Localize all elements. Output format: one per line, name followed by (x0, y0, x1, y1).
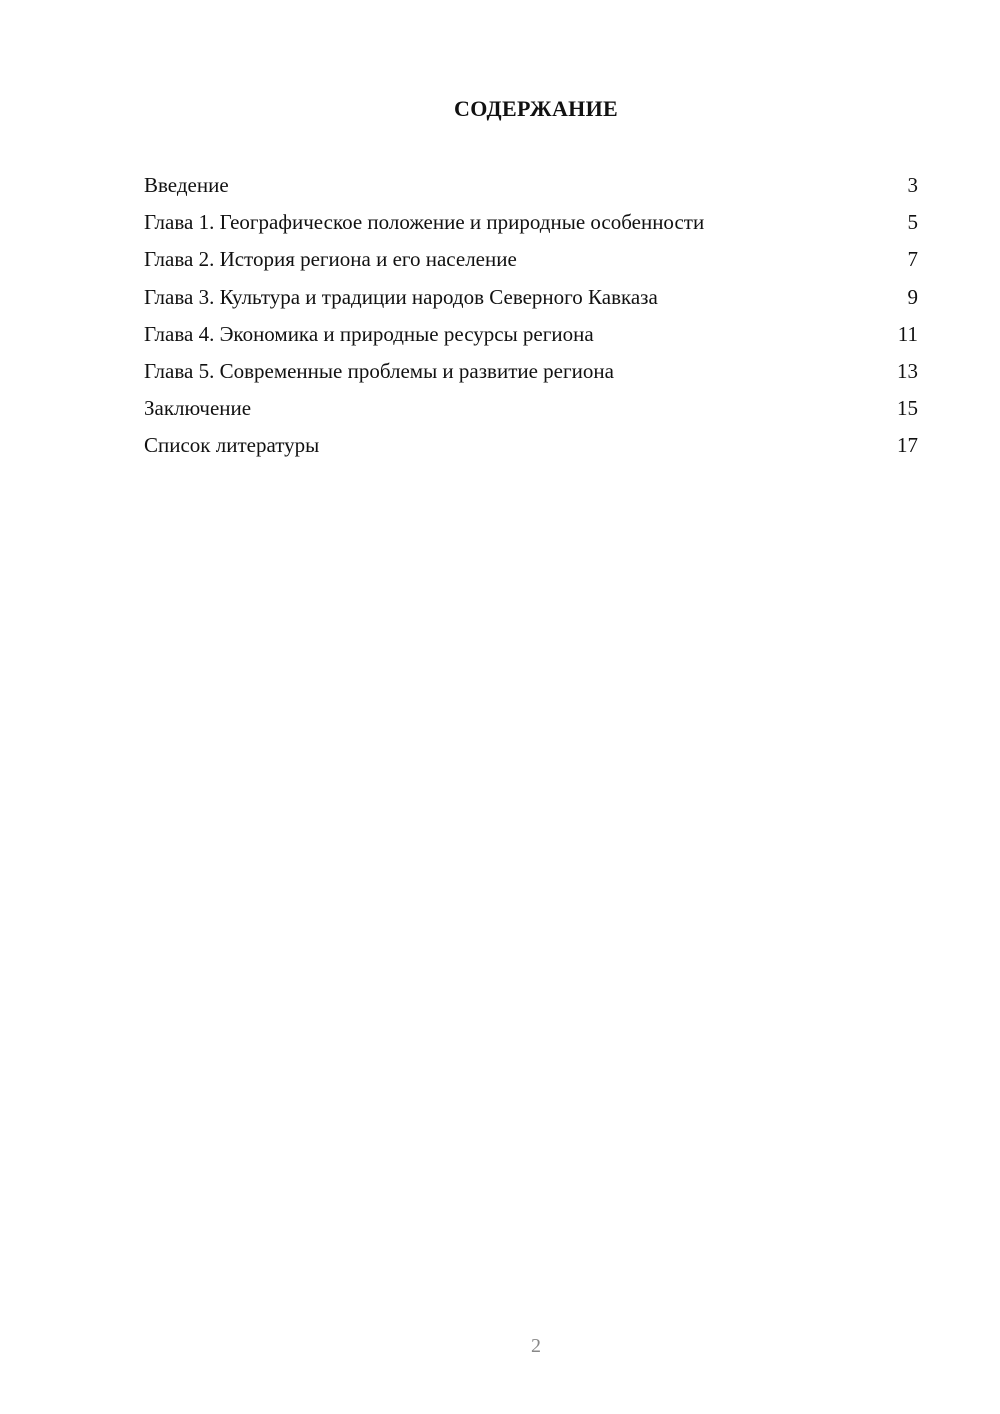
toc-entry-page-number: 3 (907, 173, 918, 197)
toc-entry-bibliography (144, 430, 918, 467)
toc-entry-chapter-5 (144, 356, 918, 393)
toc-entry-label: Глава 1. Географическое положение и природные особенности (144, 210, 705, 235)
toc-entry-chapter-4 (144, 319, 918, 356)
toc-entry-page-number: 11 (897, 321, 918, 346)
toc-entry-label: Список литературы (144, 433, 320, 458)
toc-entry-page-number: 13 (897, 358, 918, 383)
toc-entry-page-number: 17 (897, 433, 918, 458)
toc-entry-page-number: 9 (907, 284, 918, 309)
toc-entry-label: Глава 2. История региона и его население (144, 247, 517, 272)
toc-entry-label: Глава 3. Культура и традиции народов Северного Кавказа (144, 284, 658, 309)
toc-entry-chapter-1 (144, 207, 918, 244)
toc-entry-label: Введение (144, 173, 229, 197)
table-of-contents (144, 170, 918, 468)
toc-entry-label: Заключение (144, 396, 252, 421)
toc-entry-label: Глава 4. Экономика и природные ресурсы региона (144, 321, 594, 346)
page-footer-number: 2 (531, 1335, 541, 1357)
toc-entry-chapter-2 (144, 244, 918, 281)
page-title: СОДЕРЖАНИЕ (454, 96, 618, 121)
toc-entry-page-number: 15 (897, 396, 918, 421)
toc-entry-label: Глава 5. Современные проблемы и развитие региона (144, 358, 614, 383)
toc-entry-page-number: 7 (907, 247, 918, 272)
toc-entry-chapter-3 (144, 282, 918, 319)
toc-entry-page-number: 5 (907, 210, 918, 235)
toc-entry-introduction (144, 170, 918, 207)
toc-entry-conclusion (144, 393, 918, 430)
